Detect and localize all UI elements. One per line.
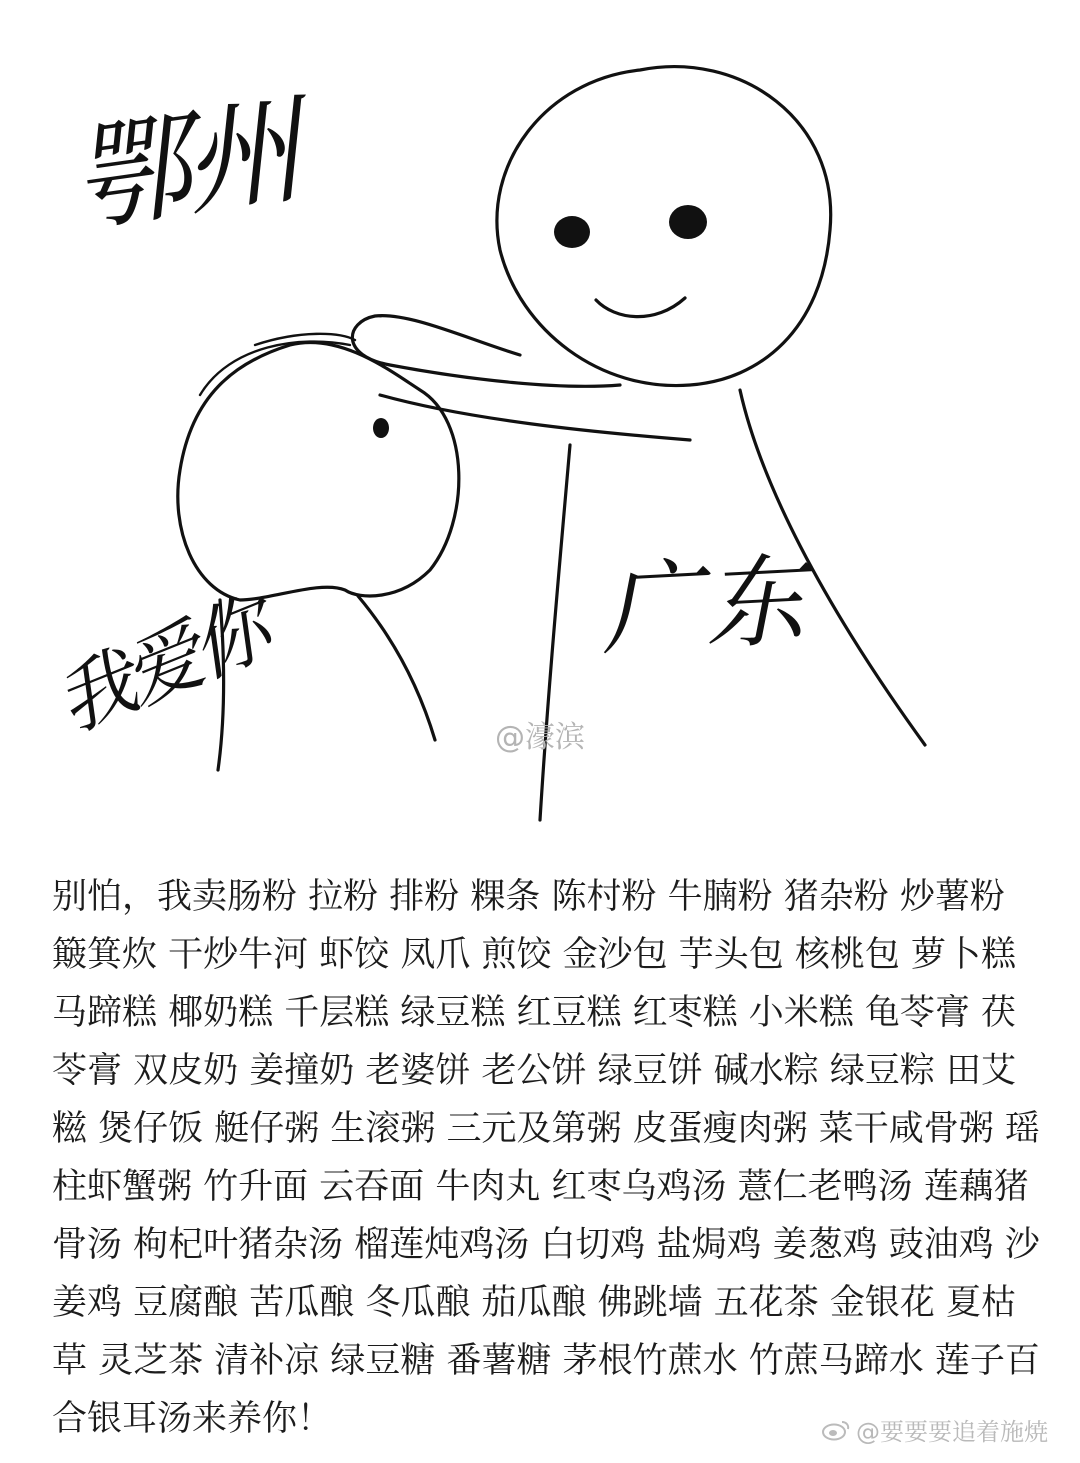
- big-figure-body-left: [540, 445, 570, 820]
- weibo-icon: [822, 1419, 850, 1441]
- big-figure-forearm: [380, 395, 690, 440]
- big-figure-left-eye: [554, 216, 590, 248]
- watermark-center: @濠滨: [495, 720, 585, 755]
- food-list-paragraph: 别怕，我卖肠粉 拉粉 排粉 粿条 陈村粉 牛腩粉 猪杂粉 炒薯粉 簸箕炊 干炒牛河 虾饺 凤爪 煎饺 金沙包 芋头包 核桃包 萝卜糕 马蹄糕 椰奶糕 千层糕 绿豆糕 红豆糕 红枣糕 小米糕 龟苓膏 茯苓膏 双皮奶 姜撞奶 老婆饼 老公饼 绿豆饼 碱水粽 绿豆粽 田艾糍 煲仔饭 艇仔粥 生滚粥 三元及第粥 皮蛋瘦肉粥 菜干咸骨粥 瑶柱虾蟹粥 竹升面 云吞面 牛肉丸 红枣乌鸡汤 薏仁老鸭汤 莲藕猪骨汤 枸杞叶猪杂汤 榴莲炖鸡汤 白切鸡 盐焗鸡 姜葱鸡 豉油鸡 沙姜鸡 豆腐酿 苦瓜酿 冬瓜酿 茄瓜酿 佛跳墙 五花茶 金银花 夏枯草 灵芝茶 清补凉 绿豆糖 番薯糖 茅根竹蔗水 竹蔗马蹄水 莲子百合银耳汤来养你！: [52, 877, 1040, 1439]
- handwritten-label-guangdong: 广东: [597, 541, 812, 670]
- big-figure-head: [497, 67, 831, 386]
- big-figure-smile: [596, 298, 685, 317]
- big-figure-right-eye: [669, 205, 707, 239]
- small-figure-hair: [200, 334, 355, 395]
- big-figure-arm: [352, 316, 620, 387]
- small-figure-body-right: [358, 596, 435, 740]
- watermark-bottom-text: @要要要追着施焼: [856, 1418, 1048, 1446]
- watermark-bottom: [822, 1412, 1048, 1447]
- handwritten-label-love: 我爱你: [43, 585, 278, 750]
- small-figure-eye: [373, 418, 389, 438]
- handwritten-label-ezhou: 鄂州: [62, 80, 304, 249]
- small-figure-head: [178, 342, 459, 600]
